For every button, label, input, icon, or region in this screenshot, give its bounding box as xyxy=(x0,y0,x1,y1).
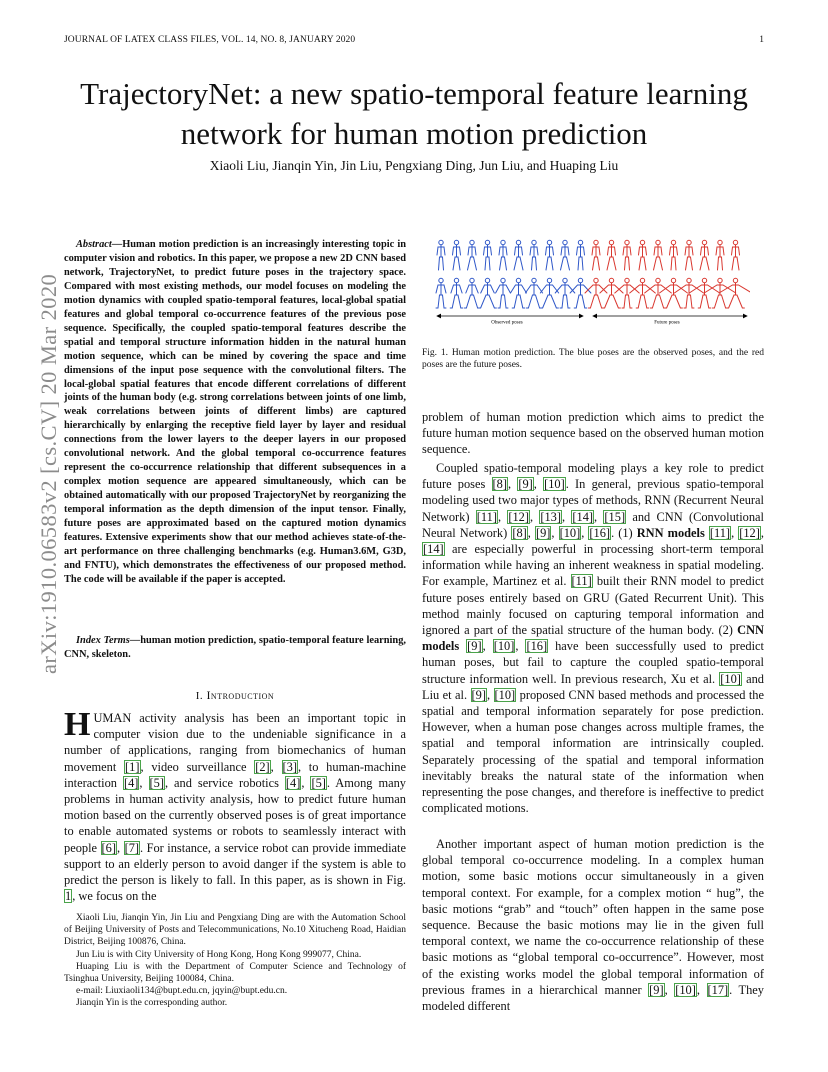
citation-link[interactable]: [10] xyxy=(493,639,515,654)
citation-link[interactable]: [10] xyxy=(675,982,696,997)
pose-figure xyxy=(716,240,724,270)
citation-link[interactable]: [8] xyxy=(492,477,507,492)
text-run: have been successfully used to predict human poses, but fail to capture the coupled spatio-temporal structure information well. In previous research, Xu et al. xyxy=(422,639,765,686)
observed-label: Observed poses xyxy=(491,320,523,326)
footnote-corresponding: Jianqin Yin is the corresponding author. xyxy=(76,998,228,1009)
figure-link[interactable]: 1 xyxy=(65,889,72,904)
pose-figure xyxy=(585,278,607,308)
pose-figure xyxy=(600,278,623,308)
arxiv-stamp: arXiv:1910.06583v2 [cs.CV] 20 Mar 2020 xyxy=(36,273,61,674)
figure-caption: Fig. 1. Human motion prediction. The blue poses are the observed poses, and the red poses are the future poses. xyxy=(422,348,764,371)
bold-term: RNN models xyxy=(636,525,705,540)
citation-link[interactable]: [11] xyxy=(571,574,592,589)
text-run: , video surveillance xyxy=(140,759,255,774)
citation-link[interactable]: [6] xyxy=(101,840,116,855)
citation-link[interactable]: [14] xyxy=(572,509,594,524)
citation-link[interactable]: [4] xyxy=(123,775,139,790)
abstract xyxy=(64,238,406,587)
text-run: . In general, previous spatio-temporal modeling used two major types of methods, RNN (Recurrent Neural Network) xyxy=(422,477,764,524)
pose-figure xyxy=(607,240,616,270)
text-run: built their RNN model to predict future poses entirely based on GRU (Gated Recurrent Unit). This method mainly focused on capturing temporal information and ignored a part of the spatial structure of the human body. (2) xyxy=(422,574,764,638)
paper-title: TrajectoryNet: a new spatio-temporal feature learning network for human motion prediction xyxy=(80,76,748,151)
pose-figure xyxy=(645,278,672,308)
citation-link[interactable]: [5] xyxy=(311,775,326,790)
paragraph: problem of human motion prediction which aims to predict the future human motion sequence based on the observed human motion sequence. xyxy=(422,410,764,457)
text-run: UMAN activity analysis has been an important topic in computer vision due to the undeniable significance in a number of applications, ranging from biomechanics of human movement xyxy=(64,711,406,774)
running-header: JOURNAL OF LATEX CLASS FILES, VOL. 14, NO. 8, JANUARY 2020 xyxy=(64,35,356,45)
abstract-label: Abstract xyxy=(76,239,112,250)
text-run: , and service robotics xyxy=(164,775,285,790)
index-terms-text: —human motion prediction, spatio-temporal feature learning, CNN, skeleton. xyxy=(64,635,406,660)
pose-figure xyxy=(464,278,479,308)
citation-link[interactable]: [11] xyxy=(709,525,731,540)
future-label: Future poses xyxy=(654,320,680,326)
citation-link[interactable]: [9] xyxy=(471,687,486,702)
text-run: Another important aspect of human motion prediction is the global temporal co-occurrence modeling. In a complex human motion, some basic motions occur simultaneously in a given temporal context. For example, for a complex motion “ hug”, the basic motions “grab” and “touch” often happen in the same pose sequence. Because the basic motions may lie in the given full temporal context, we name the co-occurrence relationship of these basic motions as “global temporal co-occurrence”. However, most of the existing works model the global temporal information of previous frames in a hierarchical manner xyxy=(422,837,764,997)
pose-figure xyxy=(630,278,656,308)
paragraph: Coupled spatio-temporal modeling plays a key role to predict future poses [8], [9], [10]. In general, previous spatio-temporal modeling used two major types of methods, RNN (Recurrent Neural Network) [11], [12], [13], [14], [15] and CNN (Convolutional Neural Network) [8], [9], [10], [16]. (1) RNN models [11], [12], [14] are especially powerful in processing short-term temporal information while having an inherent weakness in spatial modeling. For example, Martinez et al. [11] built their RNN model to predict future poses entirely based on GRU (Gated Recurrent Unit). This method mainly focused on capturing temporal information and ignored a part of the spatial structure of the human body. (2) CNN models [9], [10], [16] have been successfully used to predict human poses, but fail to capture the coupled spatio-temporal structure information well. In previous research, Xu et al. [10] and Liu et al. [9], [10] proposed CNN based methods and processed the spatial and temporal information separately for pose prediction. However, when a human pose changes across multiple frames, the spatial and temporal information are intrinsically coupled. Separately processing of the spatial and temporal information inevitably breaks the natural state of the information when representing the pose changes, and therefore is ineffective to predict complicated motions. xyxy=(422,461,765,816)
section-heading xyxy=(64,688,406,703)
footnotes xyxy=(64,912,406,1010)
pose-figure xyxy=(436,278,446,308)
text-run: and CNN (Convolutional Neural Network) xyxy=(422,509,764,540)
pose-figure xyxy=(570,278,591,308)
citation-link[interactable]: [9] xyxy=(649,982,664,997)
citation-link[interactable]: [16] xyxy=(589,525,611,540)
citation-link[interactable]: [8] xyxy=(512,525,527,540)
pose-figure xyxy=(561,240,570,270)
paragraph: Another important aspect of human motion prediction is the global temporal co-occurrence modeling. In a complex human motion, some basic motions occur simultaneously in a given temporal context. For example, for a complex motion “ hug”, the basic motions “grab” and “touch” often happen in the same pose sequence. Because the basic motions may lie in the given full temporal context, we name the co-occurrence relationship of these basic motions as “global temporal co-occurrence”. However, most of the existing works model the global temporal information of previous frames in a hierarchical manner [9], [10], [17]. They modeled different xyxy=(422,837,764,1014)
pose-row-bottom xyxy=(436,278,750,308)
citation-link[interactable]: [17] xyxy=(707,982,729,997)
pose-figure xyxy=(654,240,663,270)
author-list: Xiaoli Liu, Jianqin Yin, Jin Liu, Pengxiang Ding, Jun Liu, and Huaping Liu xyxy=(209,158,619,173)
pose-figure xyxy=(623,240,631,270)
text-run: proposed CNN based methods and processed the spatial and temporal information separately for pose prediction. However, when a human pose changes across multiple frames, the spatial and temporal information are intrinsically coupled. Separately processing of the spatial and temporal information inevitably breaks the natural state of the information when representing the pose changes, and therefore is ineffective to predict complicated motions. xyxy=(422,687,764,816)
text-run: and Liu et al. xyxy=(422,671,764,702)
citation-link[interactable]: [1] xyxy=(125,759,140,774)
citation-link[interactable]: [16] xyxy=(526,639,548,654)
figure-motion-prediction xyxy=(435,236,750,326)
text-run: . They modeled different xyxy=(422,982,764,1014)
index-terms xyxy=(64,634,406,662)
citation-link[interactable]: [9] xyxy=(518,477,533,492)
pose-figure xyxy=(685,240,693,270)
pose-figure xyxy=(546,240,554,270)
pose-figure xyxy=(639,240,647,270)
pose-figure xyxy=(514,240,523,270)
intro-paragraph: HUMAN activity analysis has been an important topic in computer vision due to the undeniable significance in a number of applications, ranging from biomechanics of human movement [1], video surveillance [2], [3], to human-machine interaction [4], [5], and service robotics [4], [5]. Among many problems in human activity analysis, how to predict future human motion based on the currently observed poses is of great importance to enable automated systems or robots to seamlessly interact with people [6], [7]. For instance, a service robot can provide immediate support to an elderly person to avoid danger if the system is able to predict the person is likely to fall. In this paper, as is shown in Fig. 1, we focus on the xyxy=(64,706,407,904)
citation-link[interactable]: [9] xyxy=(467,639,482,654)
index-terms-label: Index Terms xyxy=(76,635,130,646)
pose-figure xyxy=(484,240,492,270)
text-run: , to human-machine interaction xyxy=(64,759,407,790)
pose-figure xyxy=(700,240,709,270)
text-run: Coupled spatio-temporal modeling plays a key role to predict future poses xyxy=(422,461,764,492)
text-run: are especially powerful in processing short-term temporal information while having an inherent weakness in spatial modeling. For example, Martinez et al. xyxy=(422,542,764,589)
citation-link[interactable]: [14] xyxy=(423,542,444,557)
citation-link[interactable]: [12] xyxy=(508,509,529,524)
bold-term: CNN models xyxy=(422,623,764,654)
citation-link[interactable]: [11] xyxy=(476,509,497,524)
citation-link[interactable]: [5] xyxy=(149,775,164,790)
pose-figure xyxy=(592,240,600,270)
citation-link[interactable]: [10] xyxy=(559,525,581,540)
pose-figure xyxy=(450,278,463,308)
citation-link[interactable]: [10] xyxy=(494,687,516,702)
citation-link[interactable]: [15] xyxy=(604,509,626,524)
pose-figure xyxy=(704,278,736,308)
abstract-text: —Human motion prediction is an increasingly interesting topic in computer vision and robotics. In this paper, we propose a new 2D CNN based network, TrajectoryNet, to predict future poses in the trajectory space. Compared with most existing methods, our model focuses on modeling the motion dynamics with coupled spatio-temporal features, local-global spatial features and global temporal co-occurrence features of the previous pose sequence. Specifically, the coupled spatio-temporal features describe the spatial and temporal structure information hidden in the natural human motion sequence, which can be mined by covering the space and time dimensions of the input pose sequence with the convolutional filters. The local-global spatial features that encode different correlations of different joints of the human body (e.g. strong correlations between joints of one limb, weak correlations between joints of different limbs) are captured hierarchically by enlarging the receptive field layer by layer and residual connections from the lower layers to the deeper layers in our proposed convolutional network. And the global temporal co-occurrence features represent the co-occurrence relationship that different subsequences in a complex motion sequence are appeared simultaneously, which can be obtained automatically with our proposed TrajectoryNet by reorganizing the temporal information as the depth dimension of the input tensor. Finally, future poses are approximated based on the captured motion dynamics features. Extensive experiments show that our method achieves state-of-the-art performance on three challenging benchmarks (e.g. Human3.6M, G3D, and FNTU), which demonstrates the effectiveness of our proposed method. The code will be available if the paper is accepted. xyxy=(64,239,406,585)
pose-figure xyxy=(530,240,538,270)
pose-figure xyxy=(468,240,477,270)
text-run: , we focus on the xyxy=(72,889,157,904)
pose-figure xyxy=(496,278,511,308)
pose-figure xyxy=(437,240,445,270)
section-title: Introduction xyxy=(206,688,275,702)
footnote-email: e-mail: Liuxiaoli134@bupt.edu.cn, jqyin@bupt.edu.cn. xyxy=(76,986,288,997)
section-number: I. xyxy=(195,690,204,702)
citation-link[interactable]: [2] xyxy=(255,759,270,774)
citation-link[interactable]: [10] xyxy=(720,671,741,686)
text-run: . (1) xyxy=(611,525,637,540)
drop-cap: H xyxy=(64,706,91,743)
footnote-affiliation: Xiaoli Liu, Jianqin Yin, Jin Liu and Pengxiang Ding are with the Automation School of Beijing University of Posts and Telecommunications, No.10 Xitucheng Road, Haidian District, Beijing 100876, China. xyxy=(64,913,406,948)
citation-link[interactable]: [3] xyxy=(282,759,297,774)
pose-figure xyxy=(577,240,585,270)
pose-figure xyxy=(615,278,639,308)
pose-row-top xyxy=(437,240,740,270)
pose-figure xyxy=(453,240,461,270)
pose-figure xyxy=(555,278,575,308)
footnote-affiliation: Jun Liu is with City University of Hong Kong, Hong Kong 999077, China. xyxy=(76,949,362,960)
pose-figure xyxy=(511,278,527,308)
pose-figure xyxy=(660,278,688,308)
footnote-affiliation: Huaping Liu is with the Department of Computer Science and Technology of Tsinghua University, Beijing 100084, China. xyxy=(64,961,406,985)
citation-link[interactable]: [12] xyxy=(739,525,760,540)
text-run: . For instance, a service robot can provide immediate support to an elderly person to avoid danger if the system is able to predict the person is likely to fall. In this paper, as is shown in Fig. xyxy=(64,840,406,888)
citation-link[interactable]: [4] xyxy=(285,775,301,790)
pose-figure xyxy=(499,240,507,270)
pose-figure xyxy=(732,240,740,270)
citation-link[interactable]: [13] xyxy=(540,509,562,524)
pose-figure xyxy=(479,278,497,308)
citation-link[interactable]: [7] xyxy=(124,840,140,855)
citation-link[interactable]: [10] xyxy=(544,477,565,492)
text-run: . Among many problems in human activity analysis, how to predict future human motion based on the currently observed poses is of great importance to enable automated systems or robots to seamlessly interact with people xyxy=(64,775,406,855)
pose-figure xyxy=(670,240,678,270)
page-number: 1 xyxy=(759,35,764,45)
citation-link[interactable]: [9] xyxy=(535,525,551,540)
